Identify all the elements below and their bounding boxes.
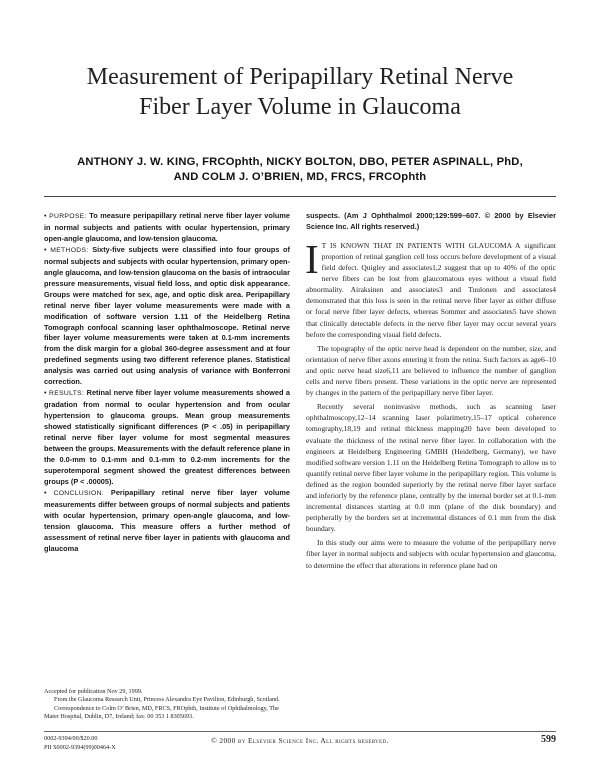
copyright-notice: © 2000 by Elsevier Science Inc. All rights reserved. xyxy=(211,736,389,745)
authors-line-2: AND COLM J. O’BRIEN, MD, FRCS, FRCOphth xyxy=(173,171,427,183)
title-line-2: Fiber Layer Volume in Glaucoma xyxy=(139,94,461,120)
bullet-icon: • xyxy=(44,244,47,254)
body-paragraph-3: Recently several noninvasive methods, such as scanning laser ophthalmoscopy,12–14 scanning laser polarimetry,15–17 optical coherence tomography,18,19 and retinal thickness mapping20 have been developed to evaluate the thickness of the retinal nerve fiber layer. In collaboration with the engineers at Heidelberg Engineering GMBH (Heidelberg, Germany), we have modified software version 1.11 on the Heidelberg Retina Tomograph to allow us to quantify retinal nerve fiber layer volume in the peripapillary region. This volume is defined as the region bounded superiorly by the retinal nerve fiber layer surface and inferiorly by the reference plane, centrally by the internal border set at 0.1-mm incremental distances starting at 0.0 mm (plane of the disk boundary) and peripherally by the borders set at incremental distances of 0.1 mm from the disk boundary. xyxy=(306,402,556,534)
methods-text: Sixty-five subjects were classified into four groups of normal subjects and subjects with ocular hypertension, primary open-angle glaucoma, and low-tension glaucoma on the basis of intraocular pressure measurements, visual field loss, and optic disk appearance. Groups were matched for sex, age, and optic disk area. Peripapillary retinal nerve fiber layer volume measurements were made with a modification of software version 1.11 of the Heidelberg Retina Tomograph confocal scanning laser ophthalmoscope. Retinal nerve fiber layer volume measurements were taken at 0.1-mm increments from the disk margin for a global 360-degree assessment and at four predefined segments using two different reference planes. Statistical analysis was carried out using analysis of variance with Bonferroni correction. xyxy=(44,244,290,387)
article-title xyxy=(40,62,560,122)
bullet-icon: • xyxy=(44,487,47,497)
conclusion-text: Peripapillary retinal nerve fiber layer volume measurements differ between groups of normal subjects and patients with ocular hypertension, primary open-angle glaucoma, and low-tension glaucoma. This measure offers a further method of assessment of retinal nerve fiber layer in patients with glaucoma and glaucoma xyxy=(44,487,290,553)
title-line-1: Measurement of Peripapillary Retinal Nerve xyxy=(86,64,514,90)
methods-label: METHODS: xyxy=(50,246,89,254)
footnotes xyxy=(44,688,290,722)
purpose-text: To measure peripapillary retinal nerve fiber layer volume in normal subjects and patients with ocular hypertension, primary open-angle glaucoma, and low-tension glaucoma. xyxy=(44,211,290,243)
body-paragraph-1 xyxy=(305,235,556,340)
authors-line-1: ANTHONY J. W. KING, FRCOphth, NICKY BOLTON, DBO, PETER ASPINALL, PhD, xyxy=(77,156,523,168)
abstract-results xyxy=(44,388,290,488)
paragraph-1-text: significant proportion of retinal ganglion cell loss occurs before development of a visual field defect. Quigley and associates1,2 suggest that up to 40% of the optic nerve fibers can be lost from glaucomatous eyes without a visual field abnormality. Airaksinen and associates3 and Tuulonen and associates4 demonstrated that this loss is seen in the retinal nerve fiber layer as either diffuse or focal nerve fiber layer defects, whereas Sommer and associates5 have shown that clinically detectable defects in the nerve fiber layer may occur several years before the corresponding visual field defects. xyxy=(306,240,556,339)
bullet-icon: • xyxy=(44,388,47,398)
page-number: 599 xyxy=(541,734,556,745)
pii-code: PII S0002-9394(99)00464-X xyxy=(44,743,116,751)
abstract-methods xyxy=(44,245,290,388)
abstract-purpose xyxy=(44,211,290,245)
price-code: 0002-9394/00/$20.00 xyxy=(44,735,98,742)
right-column xyxy=(306,211,556,571)
body-paragraph-2: The topography of the optic nerve head is dependent on the number, size, and orientation of nerve fiber axons entering it from the retina. Such factors as age6–10 and optic nerve head size6,11 are believed to influence the number of ganglion cells and nerve fibers present. These variations in the optic nerve are represented by changes in the pattern of the peripapillary nerve fiber layer. xyxy=(306,343,556,398)
results-text: Retinal nerve fiber layer volume measurements showed a gradation from normal to ocular hypertension and from ocular hypertension to glaucoma groups. Mean group measurements showed statistically significant differences (P < .05) in peripapillary retinal nerve fiber layer volume for most segmental measures between the groups. Measurements with the default reference plane in the 0.0-mm to 0.1-mm and 0.1-mm to 0.2-mm increments for the superotemporal segment showed the greatest differences between groups (P < .00005). xyxy=(44,388,290,486)
lead-in: T IS KNOWN THAT IN PATIENTS WITH GLAUCOMA A xyxy=(321,240,521,250)
abstract-end: suspects. (Am J Ophthalmol 2000;129:599–607. © 2000 by Elsevier Science Inc. All rights reserved.) xyxy=(306,211,556,231)
footnote-accepted: Accepted for publication Nov 29, 1999. xyxy=(44,688,143,695)
body-paragraph-4: In this study our aims were to measure the volume of the peripapillary nerve fiber layer in normal subjects and subjects with ocular hypertension and glaucoma, to determine the effect that alterations in reference plane had on xyxy=(306,538,556,570)
bullet-icon: • xyxy=(44,211,47,220)
abstract-conclusion xyxy=(44,488,290,555)
drop-cap: I xyxy=(305,235,319,282)
abstract xyxy=(44,211,290,555)
footnote-correspondence: Correspondence to Colm O’ Brien, MD, FRCS, FROphth, Institute of Ophthalmology, The Mater Hospital, Dublin, D7, Ireland; fax: 00 353 1 8305693. xyxy=(44,704,279,721)
footer-divider xyxy=(44,731,556,732)
header-divider xyxy=(44,196,556,197)
conclusion-label: CONCLUSION: xyxy=(53,489,105,497)
results-label: RESULTS: xyxy=(49,390,85,398)
footnote-affiliation: From the Glaucoma Research Unit, Princess Alexandra Eye Pavilion, Edinburgh, Scotland. xyxy=(54,696,280,704)
author-list xyxy=(40,155,560,185)
purpose-label: PURPOSE: xyxy=(49,213,87,220)
